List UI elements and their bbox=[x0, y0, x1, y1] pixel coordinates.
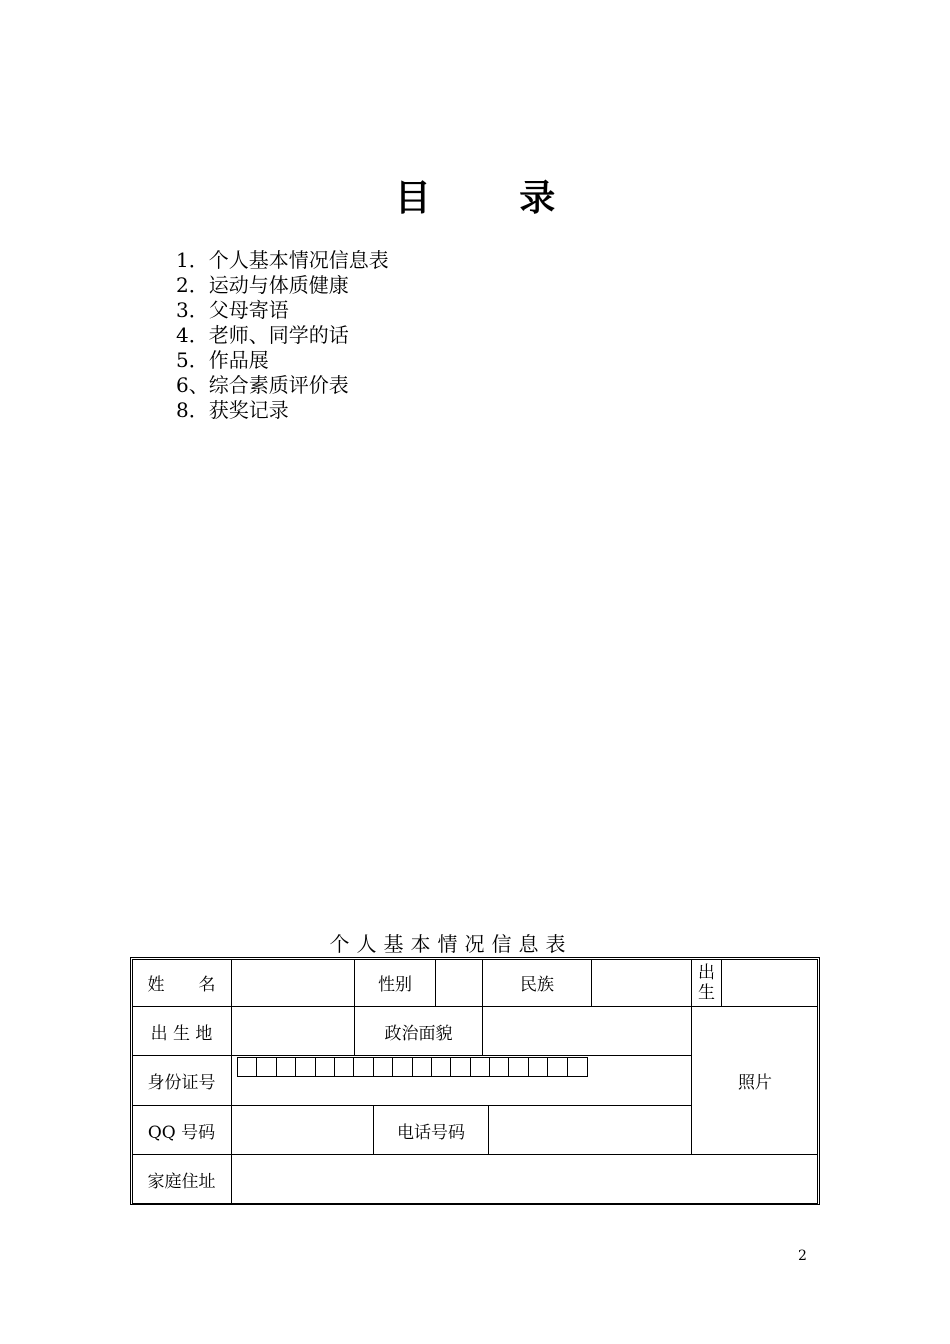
id-digit-box[interactable] bbox=[490, 1058, 509, 1076]
toc-item: 4．老师、同学的话 bbox=[176, 323, 349, 347]
id-digit-box[interactable] bbox=[548, 1058, 567, 1076]
toc-item: 1．个人基本情况信息表 bbox=[176, 248, 389, 272]
id-digit-box[interactable] bbox=[354, 1058, 373, 1076]
address-label: 家庭住址 bbox=[147, 1172, 216, 1192]
qq-label: QQ 号码 bbox=[147, 1122, 216, 1143]
toc-item: 2．运动与体质健康 bbox=[176, 273, 349, 297]
id-digit-box[interactable] bbox=[335, 1058, 354, 1076]
id-digit-box[interactable] bbox=[238, 1058, 257, 1076]
political-status-label: 政治面貌 bbox=[384, 1023, 453, 1044]
gender-label: 性别 bbox=[378, 975, 412, 995]
id-digit-box[interactable] bbox=[451, 1058, 470, 1076]
id-digit-box[interactable] bbox=[296, 1058, 315, 1076]
ethnicity-label: 民族 bbox=[520, 975, 554, 995]
id-digit-box[interactable] bbox=[568, 1058, 587, 1076]
birth-label-char: 生 bbox=[698, 983, 715, 1003]
id-digit-box[interactable] bbox=[316, 1058, 335, 1076]
birth-date-field[interactable] bbox=[722, 959, 818, 1006]
toc-item: 8．获奖记录 bbox=[176, 398, 289, 422]
id-digit-box[interactable] bbox=[432, 1058, 451, 1076]
id-digit-box[interactable] bbox=[393, 1058, 412, 1076]
id-digit-box[interactable] bbox=[374, 1058, 393, 1076]
photo-label: 照片 bbox=[738, 1073, 772, 1093]
name-field[interactable] bbox=[232, 959, 354, 1006]
form-title: 个人基本情况信息表 bbox=[329, 932, 573, 956]
id-digit-box[interactable] bbox=[471, 1058, 490, 1076]
id-digit-box[interactable] bbox=[277, 1058, 296, 1076]
birth-label-char: 出 bbox=[698, 963, 715, 983]
gender-field[interactable] bbox=[436, 959, 482, 1006]
address-field[interactable] bbox=[232, 1155, 818, 1204]
id-number-boxes[interactable] bbox=[237, 1057, 588, 1077]
birthplace-field[interactable] bbox=[232, 1007, 354, 1055]
toc-item: 5．作品展 bbox=[176, 348, 269, 372]
toc-item: 6、综合素质评价表 bbox=[176, 373, 349, 397]
qq-field[interactable] bbox=[232, 1106, 373, 1154]
page-number: 2 bbox=[798, 1248, 807, 1264]
id-digit-box[interactable] bbox=[257, 1058, 276, 1076]
political-status-field[interactable] bbox=[483, 1007, 691, 1055]
id-number-label: 身份证号 bbox=[147, 1073, 216, 1093]
id-digit-box[interactable] bbox=[413, 1058, 432, 1076]
toc-list bbox=[176, 248, 389, 423]
phone-field[interactable] bbox=[489, 1106, 691, 1154]
birthplace-label: 出 生 地 bbox=[150, 1023, 213, 1044]
id-digit-box[interactable] bbox=[509, 1058, 528, 1076]
ethnicity-field[interactable] bbox=[592, 959, 691, 1006]
birth-date-label bbox=[692, 960, 721, 1006]
toc-title: 目 录 bbox=[394, 178, 594, 219]
toc-item: 3．父母寄语 bbox=[176, 298, 289, 322]
name-label: 姓 名 bbox=[147, 975, 216, 995]
phone-label: 电话号码 bbox=[397, 1122, 465, 1143]
id-digit-box[interactable] bbox=[529, 1058, 548, 1076]
